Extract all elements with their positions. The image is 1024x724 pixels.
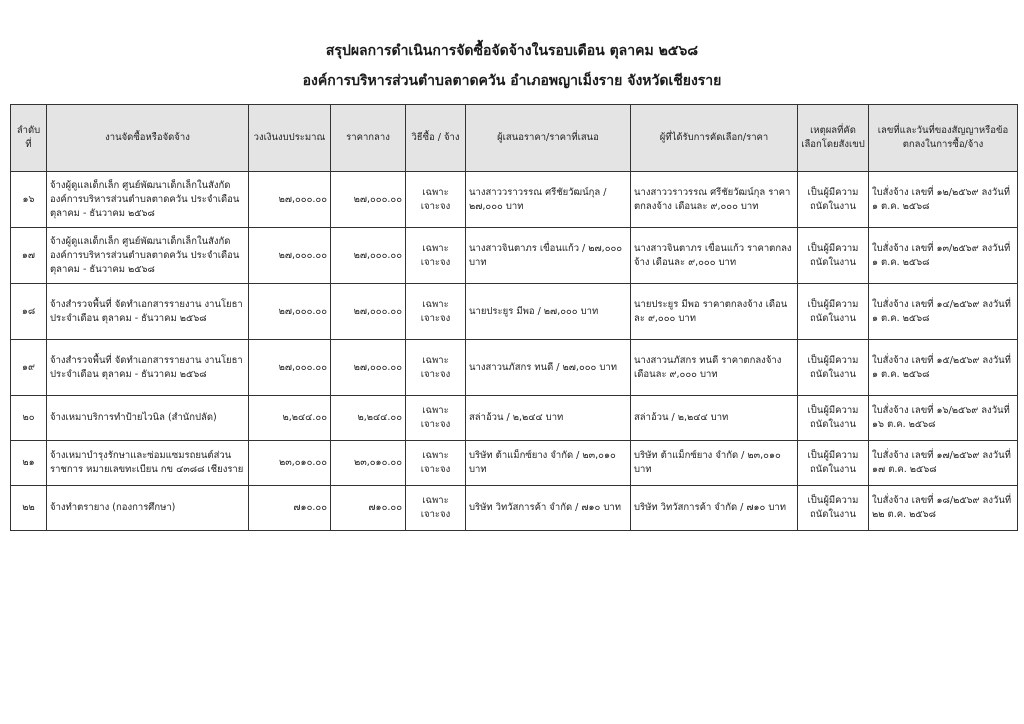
- row-method: เฉพาะเจาะจง: [406, 340, 466, 396]
- row-median-price: ๒๗,๐๐๐.๐๐: [331, 284, 406, 340]
- row-budget: ๒๓,๐๑๐.๐๐: [249, 441, 331, 486]
- header-selected: ผู้ที่ได้รับการคัดเลือก/ราคา: [631, 105, 798, 172]
- row-bidder: บริษัท วิทวัสการค้า จำกัด / ๗๑๐ บาท: [466, 486, 631, 531]
- table-header-row: [11, 105, 1018, 172]
- row-no: ๑๙: [11, 340, 47, 396]
- row-budget: ๗๑๐.๐๐: [249, 486, 331, 531]
- row-bidder: นายประยูร มีพอ / ๒๗,๐๐๐ บาท: [466, 284, 631, 340]
- header-bidder: ผู้เสนอราคา/ราคาที่เสนอ: [466, 105, 631, 172]
- header-reason: เหตุผลที่คัดเลือกโดยสังเขป: [798, 105, 869, 172]
- row-no: ๑๖: [11, 172, 47, 228]
- row-contract: ใบสั่งจ้าง เลขที่ ๑๘/๒๕๖๙ ลงวันที่ ๒๒ ต.ค. ๒๕๖๘: [869, 486, 1018, 531]
- table-row: [11, 340, 1018, 396]
- row-item: จ้างสำรวจพื้นที่ จัดทำเอกสารรายงาน งานโยธา ประจำเดือน ตุลาคม - ธันวาคม ๒๕๖๘: [47, 284, 249, 340]
- procurement-table: [10, 104, 1018, 531]
- row-bidder: นางสาววราวรรณ ศรีชัยวัฒน์กุล / ๒๗,๐๐๐ บาท: [466, 172, 631, 228]
- row-item: จ้างผู้ดูแลเด็กเล็ก ศูนย์พัฒนาเด็กเล็กในสังกัด องค์การบริหารส่วนตำบลตาดควัน ประจำเดือน ตุลาคม - ธันวาคม ๒๕๖๘: [47, 228, 249, 284]
- row-contract: ใบสั่งจ้าง เลขที่ ๑๕/๒๕๖๙ ลงวันที่ ๑ ต.ค. ๒๕๖๘: [869, 340, 1018, 396]
- row-method: เฉพาะเจาะจง: [406, 284, 466, 340]
- table-row: [11, 172, 1018, 228]
- row-bidder: นางสาวนภัสกร ทนดี / ๒๗,๐๐๐ บาท: [466, 340, 631, 396]
- row-contract: ใบสั่งจ้าง เลขที่ ๑๖/๒๕๖๙ ลงวันที่ ๑๖ ต.ค. ๒๕๖๘: [869, 396, 1018, 441]
- row-method: เฉพาะเจาะจง: [406, 396, 466, 441]
- table-row: [11, 396, 1018, 441]
- row-method: เฉพาะเจาะจง: [406, 486, 466, 531]
- row-no: ๑๘: [11, 284, 47, 340]
- row-item: จ้างเหมาบำรุงรักษาและซ่อมแซมรถยนต์ส่วนราชการ หมายเลขทะเบียน กข ๔๓๘๘ เชียงราย: [47, 441, 249, 486]
- row-no: ๒๐: [11, 396, 47, 441]
- row-budget: ๒๗,๐๐๐.๐๐: [249, 228, 331, 284]
- row-item: จ้างสำรวจพื้นที่ จัดทำเอกสารรายงาน งานโยธา ประจำเดือน ตุลาคม - ธันวาคม ๒๕๖๘: [47, 340, 249, 396]
- table-row: [11, 228, 1018, 284]
- row-reason: เป็นผู้มีความถนัดในงาน: [798, 441, 869, 486]
- row-reason: เป็นผู้มีความถนัดในงาน: [798, 486, 869, 531]
- row-reason: เป็นผู้มีความถนัดในงาน: [798, 172, 869, 228]
- header-budget: วงเงินงบประมาณ: [249, 105, 331, 172]
- row-reason: เป็นผู้มีความถนัดในงาน: [798, 228, 869, 284]
- header-item: งานจัดซื้อหรือจัดจ้าง: [47, 105, 249, 172]
- row-contract: ใบสั่งจ้าง เลขที่ ๑๓/๒๕๖๙ ลงวันที่ ๑ ต.ค. ๒๕๖๘: [869, 228, 1018, 284]
- document-title: สรุปผลการดำเนินการจัดซื้อจัดจ้างในรอบเดือน ตุลาคม ๒๕๖๘: [325, 43, 699, 59]
- row-selected: นายประยูร มีพอ ราคาตกลงจ้าง เดือนละ ๙,๐๐๐ บาท: [631, 284, 798, 340]
- header-method: วิธีซื้อ / จ้าง: [406, 105, 466, 172]
- row-method: เฉพาะเจาะจง: [406, 172, 466, 228]
- table-row: [11, 486, 1018, 531]
- row-bidder: สล่าอ้วน / ๒,๒๔๔ บาท: [466, 396, 631, 441]
- row-median-price: ๗๑๐.๐๐: [331, 486, 406, 531]
- header-median-price: ราคากลาง: [331, 105, 406, 172]
- row-item: จ้างผู้ดูแลเด็กเล็ก ศูนย์พัฒนาเด็กเล็กในสังกัด องค์การบริหารส่วนตำบลตาดควัน ประจำเดือน ตุลาคม - ธันวาคม ๒๕๖๘: [47, 172, 249, 228]
- table-row: [11, 284, 1018, 340]
- header-no: ลำดับที่: [11, 105, 47, 172]
- table-row: [11, 441, 1018, 486]
- row-budget: ๒,๒๔๔.๐๐: [249, 396, 331, 441]
- row-no: ๒๑: [11, 441, 47, 486]
- row-budget: ๒๗,๐๐๐.๐๐: [249, 172, 331, 228]
- row-selected: นางสาวนภัสกร ทนดี ราคาตกลงจ้าง เดือนละ ๙,๐๐๐ บาท: [631, 340, 798, 396]
- row-selected: สล่าอ้วน / ๒,๒๔๔ บาท: [631, 396, 798, 441]
- row-reason: เป็นผู้มีความถนัดในงาน: [798, 340, 869, 396]
- row-median-price: ๒๗,๐๐๐.๐๐: [331, 172, 406, 228]
- row-method: เฉพาะเจาะจง: [406, 228, 466, 284]
- row-item: จ้างทำตรายาง (กองการศึกษา): [47, 486, 249, 531]
- row-budget: ๒๗,๐๐๐.๐๐: [249, 284, 331, 340]
- row-selected: นางสาวจินตาภร เขื่อนแก้ว ราคาตกลงจ้าง เดือนละ ๙,๐๐๐ บาท: [631, 228, 798, 284]
- row-item: จ้างเหมาบริการทำป้ายไวนิล (สำนักปลัด): [47, 396, 249, 441]
- row-no: ๑๗: [11, 228, 47, 284]
- header-contract: เลขที่และวันที่ของสัญญาหรือข้อตกลงในการซื้อ/จ้าง: [869, 105, 1018, 172]
- row-budget: ๒๗,๐๐๐.๐๐: [249, 340, 331, 396]
- row-bidder: บริษัท ต้าแม็กซ์ยาง จำกัด / ๒๓,๐๑๐ บาท: [466, 441, 631, 486]
- row-contract: ใบสั่งจ้าง เลขที่ ๑๒/๒๕๖๙ ลงวันที่ ๑ ต.ค. ๒๕๖๘: [869, 172, 1018, 228]
- row-selected: บริษัท ต้าแม็กซ์ยาง จำกัด / ๒๓,๐๑๐ บาท: [631, 441, 798, 486]
- row-median-price: ๒๗,๐๐๐.๐๐: [331, 228, 406, 284]
- row-median-price: ๒๓,๐๑๐.๐๐: [331, 441, 406, 486]
- row-contract: ใบสั่งจ้าง เลขที่ ๑๗/๒๕๖๙ ลงวันที่ ๑๗ ต.ค. ๒๕๖๘: [869, 441, 1018, 486]
- row-median-price: ๒๗,๐๐๐.๐๐: [331, 340, 406, 396]
- row-method: เฉพาะเจาะจง: [406, 441, 466, 486]
- row-selected: บริษัท วิทวัสการค้า จำกัด / ๗๑๐ บาท: [631, 486, 798, 531]
- row-reason: เป็นผู้มีความถนัดในงาน: [798, 284, 869, 340]
- document-subtitle: องค์การบริหารส่วนตำบลตาดควัน อำเภอพญาเม็งราย จังหวัดเชียงราย: [302, 73, 722, 89]
- row-reason: เป็นผู้มีความถนัดในงาน: [798, 396, 869, 441]
- row-median-price: ๒,๒๔๔.๐๐: [331, 396, 406, 441]
- row-bidder: นางสาวจินตาภร เขื่อนแก้ว / ๒๗,๐๐๐ บาท: [466, 228, 631, 284]
- row-selected: นางสาววราวรรณ ศรีชัยวัฒน์กุล ราคาตกลงจ้าง เดือนละ ๙,๐๐๐ บาท: [631, 172, 798, 228]
- row-no: ๒๒: [11, 486, 47, 531]
- row-contract: ใบสั่งจ้าง เลขที่ ๑๔/๒๕๖๙ ลงวันที่ ๑ ต.ค. ๒๕๖๘: [869, 284, 1018, 340]
